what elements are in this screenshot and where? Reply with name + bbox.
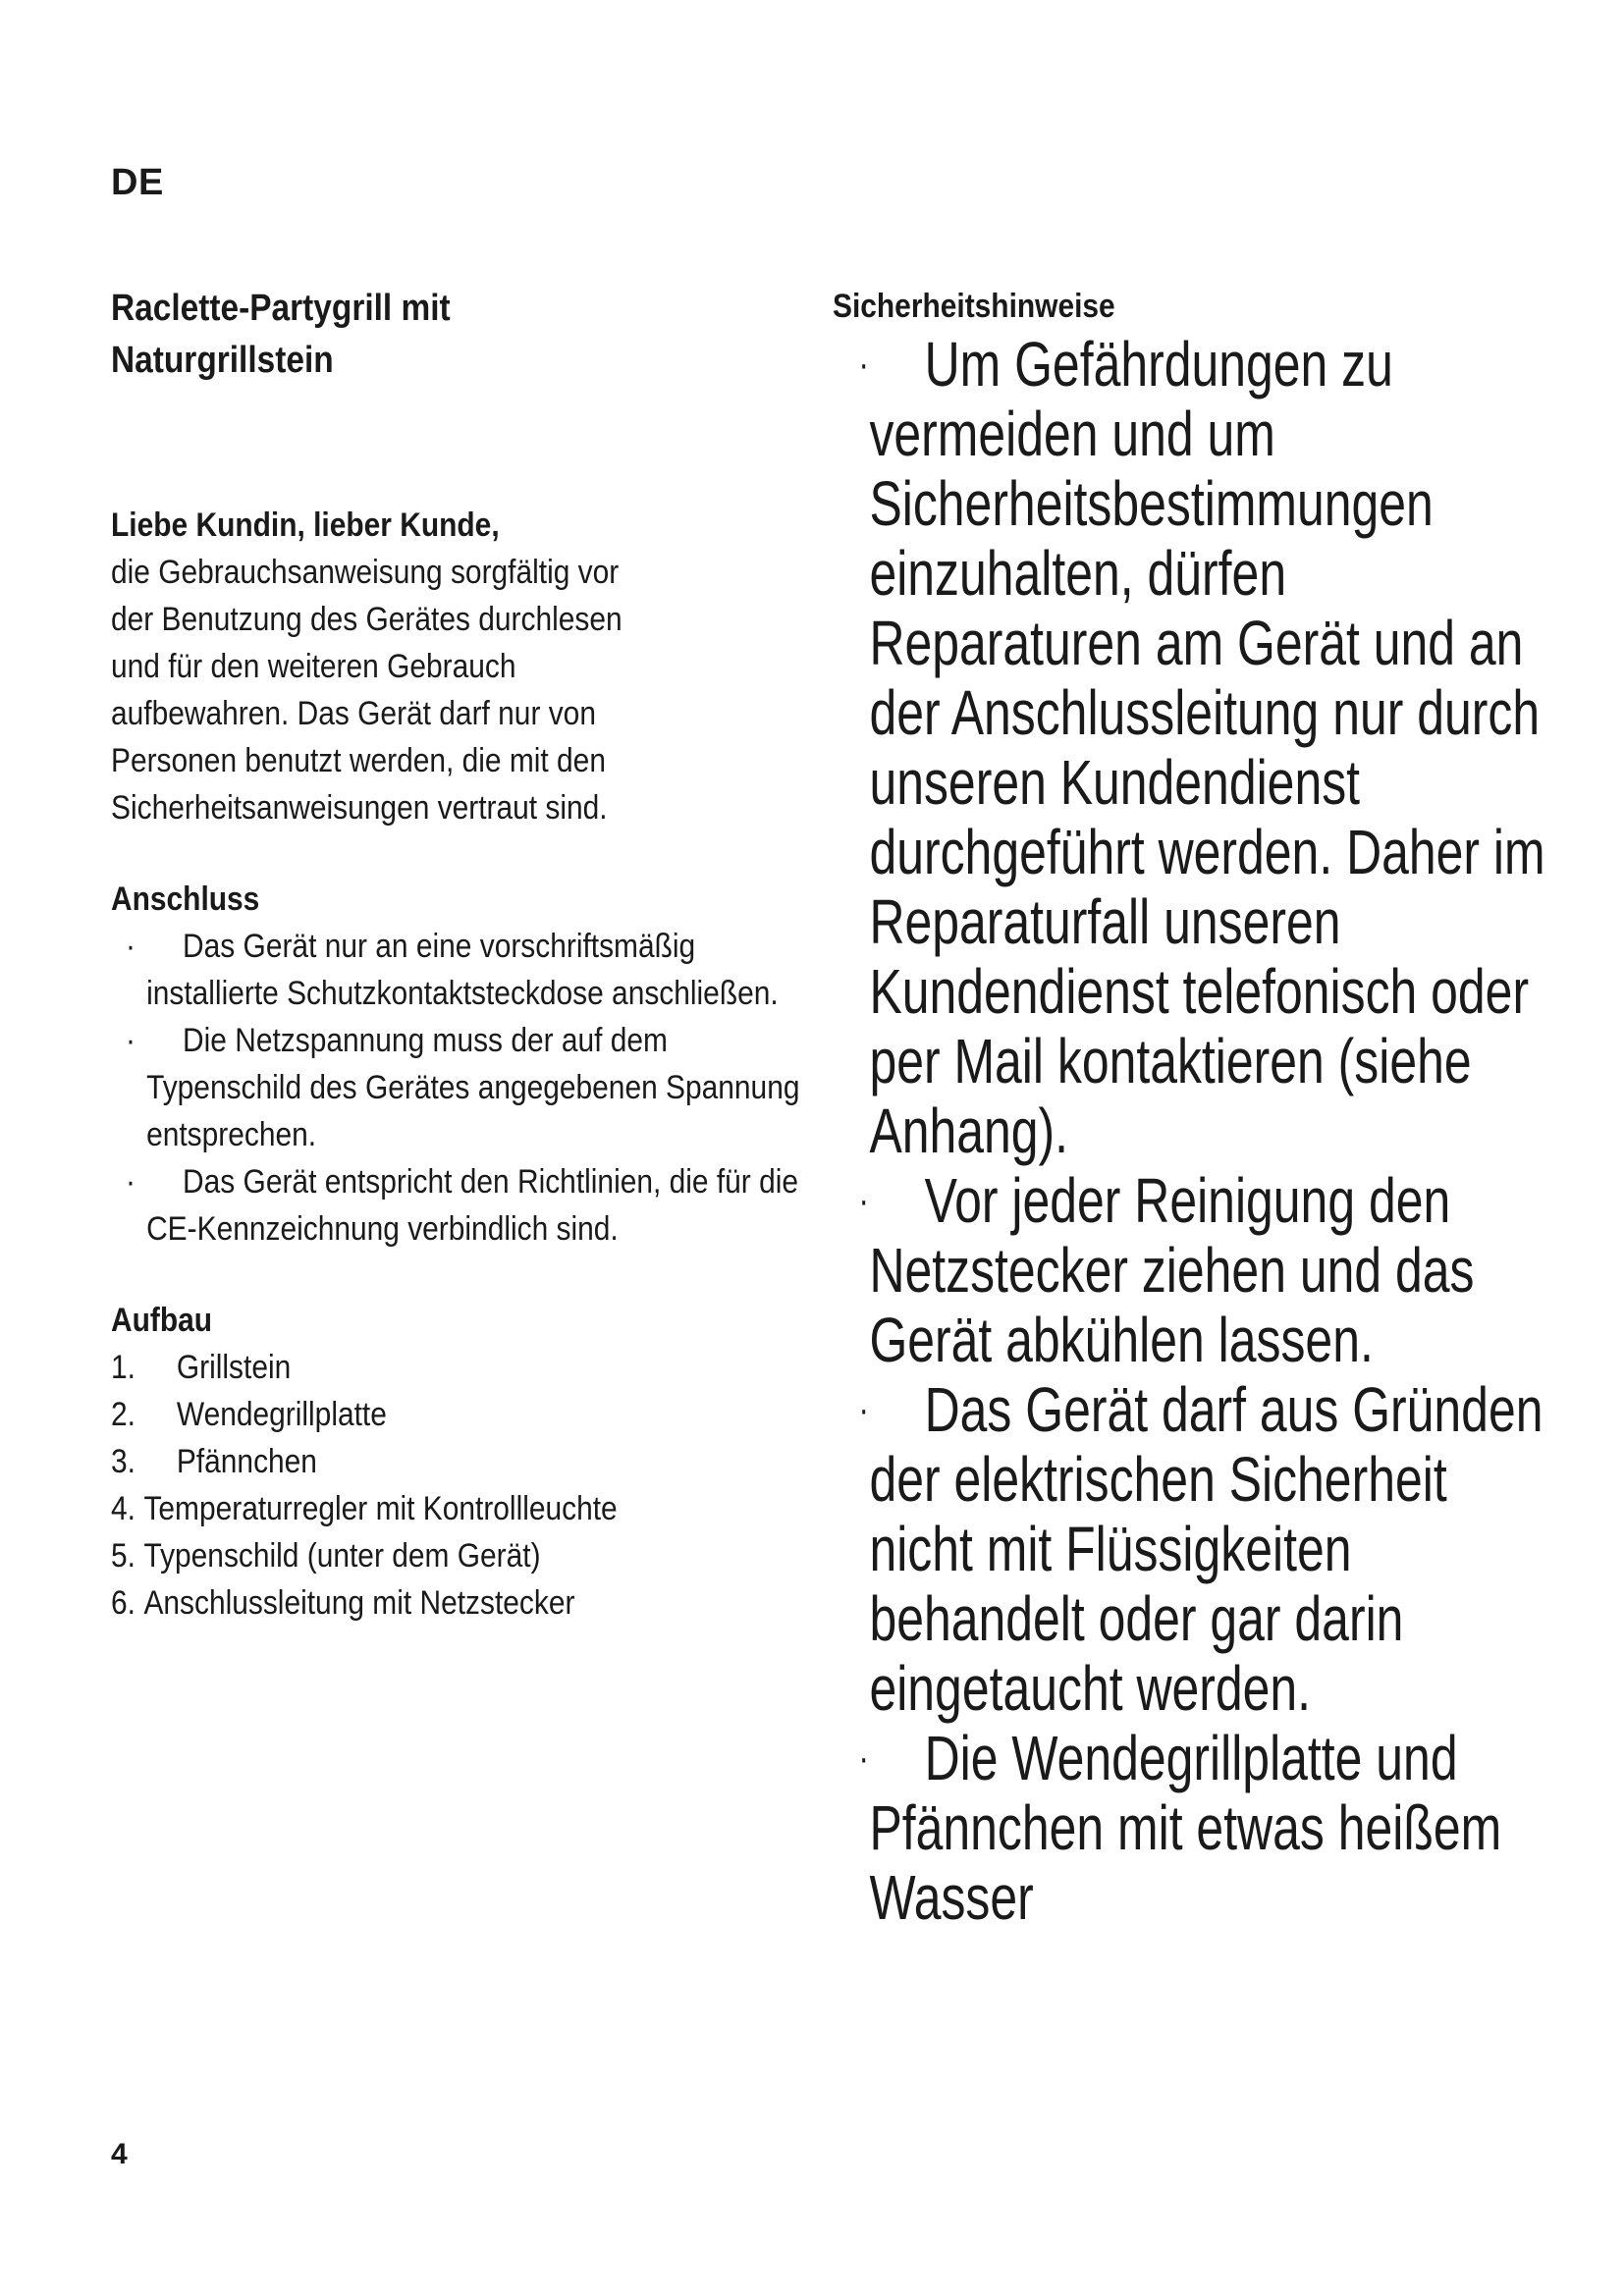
bullet-icon: · [858, 1179, 869, 1222]
list-number: 4. [111, 1490, 135, 1527]
list-item [111, 923, 815, 1017]
list-item [833, 1375, 1555, 1724]
greeting-line: Personen benutzt werden, die mit den [111, 742, 606, 779]
greeting-line: Sicherheitsanweisungen vertraut sind. [111, 789, 608, 827]
greeting-line: der Benutzung des Gerätes durchlesen [111, 601, 623, 638]
document-title [111, 283, 837, 387]
bullet-icon: · [125, 1163, 135, 1201]
aufbau-heading: Aufbau [111, 1302, 213, 1339]
anschluss-list [111, 923, 828, 1253]
list-item-text: Anschlussleitung mit Netzstecker [143, 1584, 575, 1622]
bullet-icon: · [125, 928, 135, 965]
list-number: 5. [111, 1537, 135, 1575]
right-column [833, 283, 1545, 1933]
list-item [111, 1532, 837, 1579]
list-item [833, 1166, 1555, 1375]
language-code: DE [111, 162, 164, 203]
list-item-text: Vor jeder Reinigung den Netzstecker ziehen und das Gerät abkühlen lassen. [869, 1165, 1475, 1375]
left-column [111, 283, 828, 1627]
bullet-icon: · [858, 1388, 869, 1431]
anschluss-heading: Anschluss [111, 881, 260, 918]
list-item [111, 1344, 837, 1391]
anschluss-section [111, 876, 828, 1253]
list-item-text: Das Gerät entspricht den Richtlinien, die für die CE-Kennzeichnung verbindlich sind. [146, 1163, 799, 1248]
list-item [111, 1391, 837, 1438]
greeting-heading: Liebe Kundin, lieber Kunde, [111, 507, 500, 544]
list-item [111, 1438, 837, 1485]
list-item [833, 1724, 1555, 1933]
title-line-2: Naturgrillstein [111, 340, 334, 381]
list-item [833, 330, 1555, 1166]
list-item-text: Temperaturregler mit Kontrollleuchte [143, 1490, 618, 1527]
list-number: 6. [111, 1584, 135, 1622]
list-item [111, 1485, 837, 1532]
safety-list [833, 329, 1545, 1933]
greeting-line: die Gebrauchsanweisung sorgfältig vor [111, 554, 620, 591]
greeting-section [111, 502, 828, 831]
list-item [111, 1158, 815, 1253]
list-item [111, 1017, 815, 1158]
list-number: 3. [111, 1443, 135, 1480]
list-number: 2. [111, 1396, 135, 1433]
bullet-icon: · [858, 343, 869, 386]
greeting-line: aufbewahren. Das Gerät darf nur von [111, 695, 596, 732]
list-item-text: Die Wendegrillplatte und Pfännchen mit etwas heißem Wasser [869, 1723, 1502, 1933]
list-item-text: Wendegrillplatte [176, 1396, 387, 1433]
list-item-text: Die Netzspannung muss der auf dem Typenschild des Gerätes angegebenen Spannung entsprechen. [146, 1022, 800, 1153]
list-item-text: Typenschild (unter dem Gerät) [143, 1537, 541, 1575]
aufbau-section [111, 1297, 828, 1627]
list-item-text: Um Gefährdungen zu vermeiden und um Sicherheitsbestimmungen einzuhalten, dürfen Reparaturen am Gerät und an der Anschlussleitung nur durch unseren Kundendienst durchgeführt werden. Daher im Reparaturfall unseren Kundendienst telefonisch oder per Mail kontaktieren (siehe Anhang). [869, 329, 1545, 1166]
list-item-text: Das Gerät nur an eine vorschriftsmäßig installierte Schutzkontaktsteckdose anschließen. [146, 928, 779, 1012]
title-line-1: Raclette-Partygrill mit [111, 288, 451, 329]
list-item-text: Grillstein [176, 1349, 292, 1386]
bullet-icon: · [125, 1022, 135, 1059]
list-number: 1. [111, 1349, 135, 1386]
bullet-icon: · [858, 1736, 869, 1780]
page-number: 4 [111, 2138, 128, 2170]
list-item-text: Das Gerät darf aus Gründen der elektrischen Sicherheit nicht mit Flüssigkeiten behandelt oder gar darin eingetaucht werden. [869, 1374, 1543, 1724]
greeting-paragraph [111, 549, 817, 831]
safety-heading: Sicherheitshinweise [833, 288, 1115, 325]
aufbau-list [111, 1344, 828, 1627]
greeting-line: und für den weiteren Gebrauch [111, 648, 516, 685]
list-item-text: Pfännchen [176, 1443, 317, 1480]
list-item [111, 1579, 837, 1627]
